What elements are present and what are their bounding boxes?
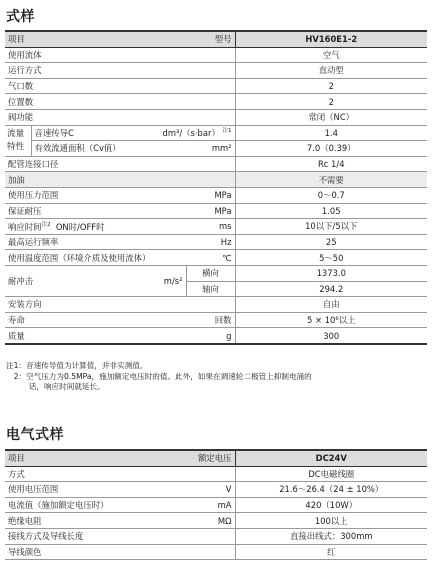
row-value: DC电磁线圈 (235, 466, 427, 482)
row-unit: mA (191, 497, 235, 513)
table-row (5, 63, 427, 79)
header-model-label: 型号 (214, 34, 232, 45)
row-label: 气口数 (5, 78, 235, 94)
row-value: Rc 1/4 (235, 156, 427, 172)
header-item-label: 项目 (8, 34, 25, 45)
row-label: 使用电压范围 (5, 482, 191, 498)
table-row (5, 297, 427, 313)
row-label: 响应时间 (8, 221, 42, 232)
electrical-table (5, 449, 427, 560)
row-label: 电流值（施加额定电压时） (5, 497, 191, 513)
row-value: 0～0.7 (235, 187, 427, 203)
row-value: 红 (235, 544, 427, 560)
section-title-specs: 式样 (6, 9, 35, 25)
row-value: 25 (235, 234, 427, 250)
table-row (5, 47, 427, 63)
impact-horizontal-value: 1373.0 (235, 265, 427, 281)
row-label: 安装方向 (5, 297, 235, 313)
table-row (5, 234, 427, 250)
table-row (5, 466, 427, 482)
row-value: 5～50 (235, 250, 427, 266)
table-row (5, 203, 427, 219)
row-value: 直接出线式：300mm (235, 528, 427, 544)
flow-cv-label: 有效流通面积（Cv值） (31, 141, 155, 157)
row-unit: g (186, 328, 235, 344)
table-row (5, 172, 427, 188)
row-value: 自由 (235, 297, 427, 313)
model-number: HV160E1-2 (235, 31, 427, 47)
table-row (5, 513, 427, 529)
row-label: 加油 (5, 172, 235, 188)
row-label: 接线方式及导线长度 (5, 528, 191, 544)
rated-voltage: DC24V (235, 450, 427, 466)
table-row-impact-horizontal (5, 265, 427, 281)
table-row (5, 497, 427, 513)
header-voltage-label: 额定电压 (198, 453, 232, 464)
row-label: 配管连接口径 (5, 156, 235, 172)
table-row (5, 109, 427, 125)
header-item-label: 项目 (8, 453, 25, 464)
impact-unit: m/s² (155, 265, 186, 296)
row-label: 导线颜色 (5, 544, 191, 560)
table-row (5, 94, 427, 110)
table-row (5, 544, 427, 560)
row-label: 保证耐压 (5, 203, 186, 219)
footnote-1: 注1：音速传导值为计算值，并非实测值。 (6, 361, 148, 370)
row-label-onoff: ON时/OFF时 (55, 221, 105, 232)
row-label: 质量 (5, 328, 186, 344)
row-value: 21.6～26.4（24 ± 10%） (235, 482, 427, 498)
row-value: 300 (235, 328, 427, 344)
flow-sonic-label: 音速传导C (31, 125, 155, 141)
row-label: 使用温度范围（环境介质及使用流体） (5, 250, 186, 266)
spec-header-row (5, 31, 427, 47)
flow-sonic-unit: dm³/（s·bar） (162, 128, 220, 139)
impact-label: 耐冲击 (5, 265, 155, 296)
row-unit (191, 466, 235, 482)
flow-group-label: 流量特性 (5, 125, 31, 156)
row-unit (191, 544, 235, 560)
table-row (5, 328, 427, 344)
flow-cv-unit: mm² (155, 141, 235, 157)
row-value: 直动型 (235, 63, 427, 79)
table-row (5, 482, 427, 498)
spec-table (5, 30, 427, 345)
footnote-2-cont: 话，响应时间就延长。 (6, 382, 105, 391)
impact-horizontal-label: 横向 (186, 265, 235, 281)
row-unit (191, 528, 235, 544)
row-unit: MPa (186, 187, 235, 203)
row-unit: MΩ (191, 513, 235, 529)
row-label: 方式 (5, 466, 191, 482)
row-label: 位置数 (5, 94, 235, 110)
row-value: 1.05 (235, 203, 427, 219)
table-row (5, 78, 427, 94)
row-value: 不需要 (235, 172, 427, 188)
row-value: 2 (235, 94, 427, 110)
row-unit: ms (186, 219, 235, 235)
row-label: 运行方式 (5, 63, 235, 79)
table-row-flow-cv (5, 141, 427, 157)
row-value: 420（10W） (235, 497, 427, 513)
row-unit: MPa (186, 203, 235, 219)
table-row-flow-sonic (5, 125, 427, 141)
row-label: 绝缘电阻 (5, 513, 191, 529)
row-label: 最高运行频率 (5, 234, 186, 250)
footnotes (6, 361, 312, 393)
table-row (5, 528, 427, 544)
row-value: 空气 (235, 47, 427, 63)
row-unit: ℃ (186, 250, 235, 266)
row-value: 常闭（NC） (235, 109, 427, 125)
table-row (5, 187, 427, 203)
electrical-header-row (5, 450, 427, 466)
row-value: 100以上 (235, 513, 427, 529)
flow-sonic-value: 1.4 (235, 125, 427, 141)
table-row (5, 219, 427, 235)
row-label: 使用压力范围 (5, 187, 186, 203)
row-label: 使用流体 (5, 47, 235, 63)
note-1-marker: 注1 (222, 128, 232, 135)
row-value: 2 (235, 78, 427, 94)
flow-cv-value: 7.0（0.39） (235, 141, 427, 157)
table-row (5, 156, 427, 172)
row-value: 10以下/5以下 (235, 219, 427, 235)
row-label: 阀功能 (5, 109, 235, 125)
row-unit: V (191, 482, 235, 498)
row-unit: 回数 (186, 312, 235, 328)
table-row (5, 312, 427, 328)
row-value: 5 × 10⁶以上 (235, 312, 427, 328)
section-title-electrical: 电气式样 (6, 427, 64, 443)
table-row (5, 250, 427, 266)
note-2-marker: 注2 (41, 222, 51, 229)
row-unit: Hz (186, 234, 235, 250)
row-label: 寿命 (5, 312, 186, 328)
footnote-2: 2：空气压力为0.5MPa，施加额定电压时的值。此外，如果在调速轮二极管上抑制电涌的 (6, 371, 312, 381)
impact-axial-value: 294.2 (235, 281, 427, 297)
impact-axial-label: 轴向 (186, 281, 235, 297)
